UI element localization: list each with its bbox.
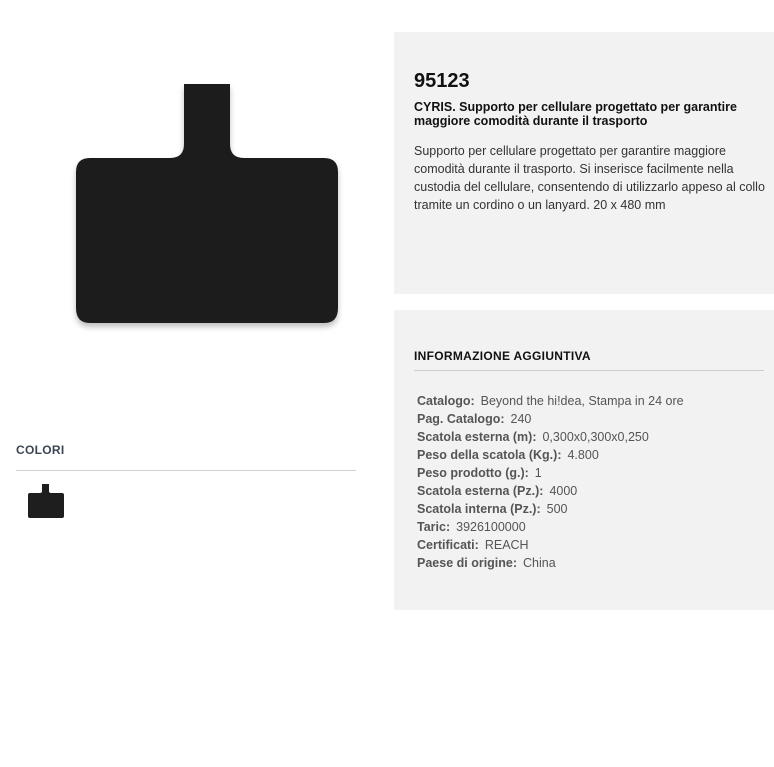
black-holder-swatch-icon [27, 484, 65, 520]
spec-row [417, 554, 684, 572]
product-summary-panel [394, 32, 774, 294]
spec-label: Peso della scatola (Kg.): [417, 448, 562, 462]
spec-label: Catalogo: [417, 394, 475, 408]
spec-row [417, 500, 684, 518]
product-subtitle: CYRIS. Supporto per cellulare progettato per garantire maggiore comodità durante il trasporto [414, 100, 737, 128]
spec-label: Taric: [417, 520, 451, 534]
spec-value: 0,300x0,300x0,250 [542, 430, 649, 444]
spec-row [417, 464, 684, 482]
spec-value: 240 [510, 412, 532, 426]
color-swatch-black[interactable] [27, 484, 65, 520]
spec-value: Beyond the hi!dea, Stampa in 24 ore [480, 394, 684, 408]
spec-label: Paese di origine: [417, 556, 518, 570]
product-code: 95123 [414, 70, 470, 92]
spec-row [417, 392, 684, 410]
spec-row [417, 428, 684, 446]
spec-value: 1 [534, 466, 542, 480]
spec-label: Pag. Catalogo: [417, 412, 505, 426]
spec-value: China [523, 556, 556, 570]
spec-row [417, 536, 684, 554]
colors-divider [16, 470, 356, 471]
spec-value: 4000 [549, 484, 578, 498]
product-description: Supporto per cellulare progettato per garantire maggiore comodità durante il trasporto. Si inserisce facilmente nella custodia del cellulare, consentendo di utilizzarlo appeso al collo tramite un cordino o un lanyard. 20 x 480 mm [414, 144, 765, 212]
additional-info-title: INFORMAZIONE AGGIUNTIVA [414, 349, 591, 363]
colors-title: COLORI [16, 443, 65, 457]
spec-row [417, 518, 684, 536]
spec-list [417, 392, 684, 572]
additional-info-divider [414, 370, 764, 371]
spec-label: Scatola esterna (m): [417, 430, 537, 444]
spec-row [417, 410, 684, 428]
spec-value: 4.800 [567, 448, 599, 462]
spec-label: Scatola interna (Pz.): [417, 502, 541, 516]
spec-label: Certificati: [417, 538, 479, 552]
spec-label: Scatola esterna (Pz.): [417, 484, 544, 498]
product-image [16, 36, 372, 408]
phone-holder-patch-icon [16, 36, 372, 408]
spec-row [417, 482, 684, 500]
spec-row [417, 446, 684, 464]
additional-info-panel [394, 310, 774, 610]
spec-label: Peso prodotto (g.): [417, 466, 529, 480]
spec-value: REACH [484, 538, 529, 552]
spec-value: 3926100000 [456, 520, 526, 534]
spec-value: 500 [546, 502, 568, 516]
